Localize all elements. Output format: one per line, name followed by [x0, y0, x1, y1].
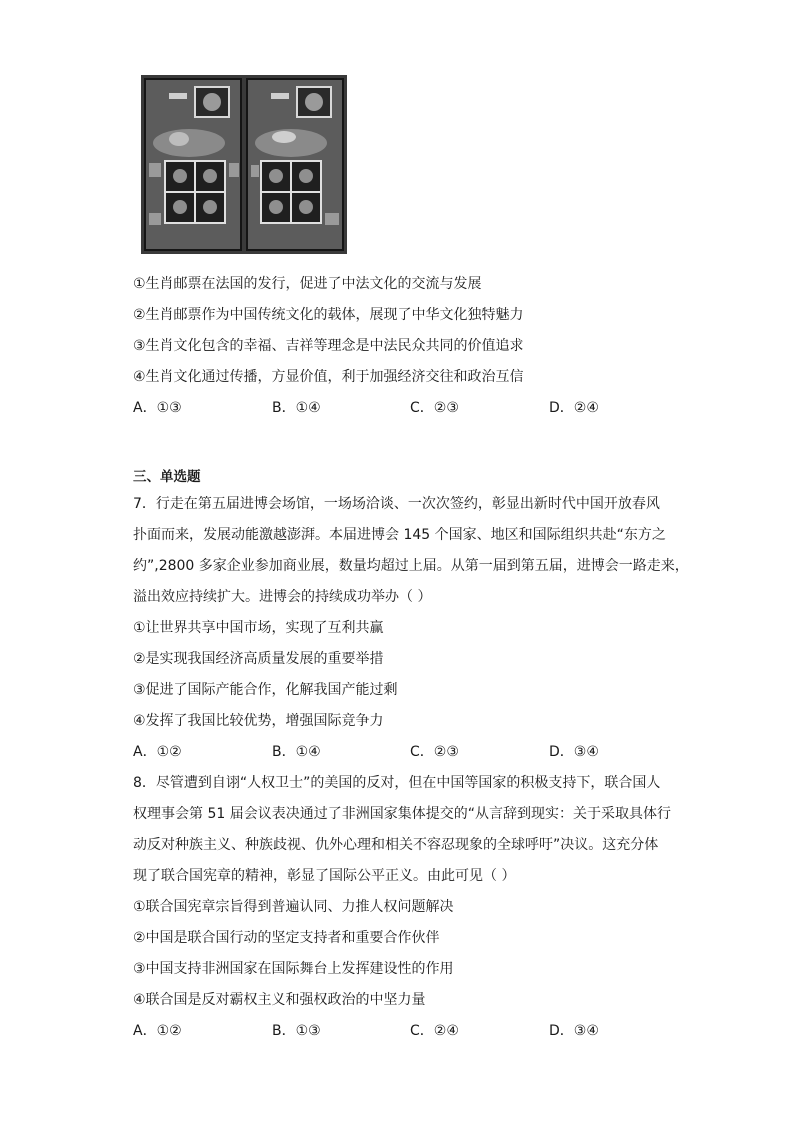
- q7-option-a[interactable]: A．①②: [133, 744, 182, 760]
- q6-options: [133, 399, 653, 417]
- q8-stem-line-1: 8．尽管遭到自诩“人权卫士”的美国的反对，但在中国等国家的积极支持下，联合国人: [133, 775, 661, 791]
- q7-option-c[interactable]: C．②③: [410, 744, 459, 760]
- q6-option-d[interactable]: D．②④: [549, 400, 599, 416]
- q8-statement-3: ③中国支持非洲国家在国际舞台上发挥建设性的作用: [133, 961, 454, 977]
- q7-statement-4: ④发挥了我国比较优势，增强国际竞争力: [133, 713, 384, 729]
- q8-stem-line-3: 动反对种族主义、种族歧视、仇外心理和相关不容忍现象的全球呼吁”决议。这充分体: [133, 837, 659, 853]
- q7-stem-line-4: 溢出效应持续扩大。进博会的持续成功举办（ ）: [133, 589, 432, 605]
- q6-statement-4: ④生肖文化通过传播，方显价值，利于加强经济交往和政治互信: [133, 369, 524, 385]
- q8-option-d[interactable]: D．③④: [549, 1023, 599, 1039]
- q8-statement-1: ①联合国宪章宗旨得到普遍认同、力推人权问题解决: [133, 899, 454, 915]
- q7-statement-1: ①让世界共享中国市场，实现了互利共赢: [133, 620, 384, 636]
- q6-option-a[interactable]: A．①③: [133, 400, 182, 416]
- q8-option-b[interactable]: B．①③: [272, 1023, 321, 1039]
- q6-statement-2: ②生肖邮票作为中国传统文化的载体，展现了中华文化独特魅力: [133, 307, 524, 323]
- q8-statement-4: ④联合国是反对霸权主义和强权政治的中坚力量: [133, 992, 426, 1008]
- stamp-sheet-image: [139, 73, 349, 256]
- q7-stem-line-2: 扑面而来，发展动能激越澎湃。本届进博会 145 个国家、地区和国际组织共赴“东方之: [133, 527, 666, 543]
- q8-statement-2: ②中国是联合国行动的坚定支持者和重要合作伙伴: [133, 930, 440, 946]
- q8-option-c[interactable]: C．②④: [410, 1023, 459, 1039]
- q8-option-a[interactable]: A．①②: [133, 1023, 182, 1039]
- q7-stem-line-1: 7．行走在第五届进博会场馆，一场场洽谈、一次次签约，彰显出新时代中国开放春风: [133, 496, 660, 512]
- q7-option-b[interactable]: B．①④: [272, 744, 321, 760]
- section-heading: 三、单选题: [133, 469, 201, 485]
- q8-stem-line-2: 权理事会第 51 届会议表决通过了非洲国家集体提交的“从言辞到现实：关于采取具体行: [133, 806, 671, 822]
- q7-statement-2: ②是实现我国经济高质量发展的重要举措: [133, 651, 384, 667]
- q7-option-d[interactable]: D．③④: [549, 744, 599, 760]
- q7-statement-3: ③促进了国际产能合作，化解我国产能过剩: [133, 682, 398, 698]
- q8-options: [133, 1022, 653, 1040]
- q6-statement-3: ③生肖文化包含的幸福、吉祥等理念是中法民众共同的价值追求: [133, 338, 524, 354]
- q8-stem-line-4: 现了联合国宪章的精神，彰显了国际公平正义。由此可见（ ）: [133, 868, 516, 884]
- q7-stem-line-3: 约”,2800 多家企业参加商业展，数量均超过上届。从第一届到第五届，进博会一路走来，: [133, 558, 689, 574]
- q7-options: [133, 743, 653, 761]
- q6-statement-1: ①生肖邮票在法国的发行，促进了中法文化的交流与发展: [133, 276, 482, 292]
- q6-option-b[interactable]: B．①④: [272, 400, 321, 416]
- q6-option-c[interactable]: C．②③: [410, 400, 459, 416]
